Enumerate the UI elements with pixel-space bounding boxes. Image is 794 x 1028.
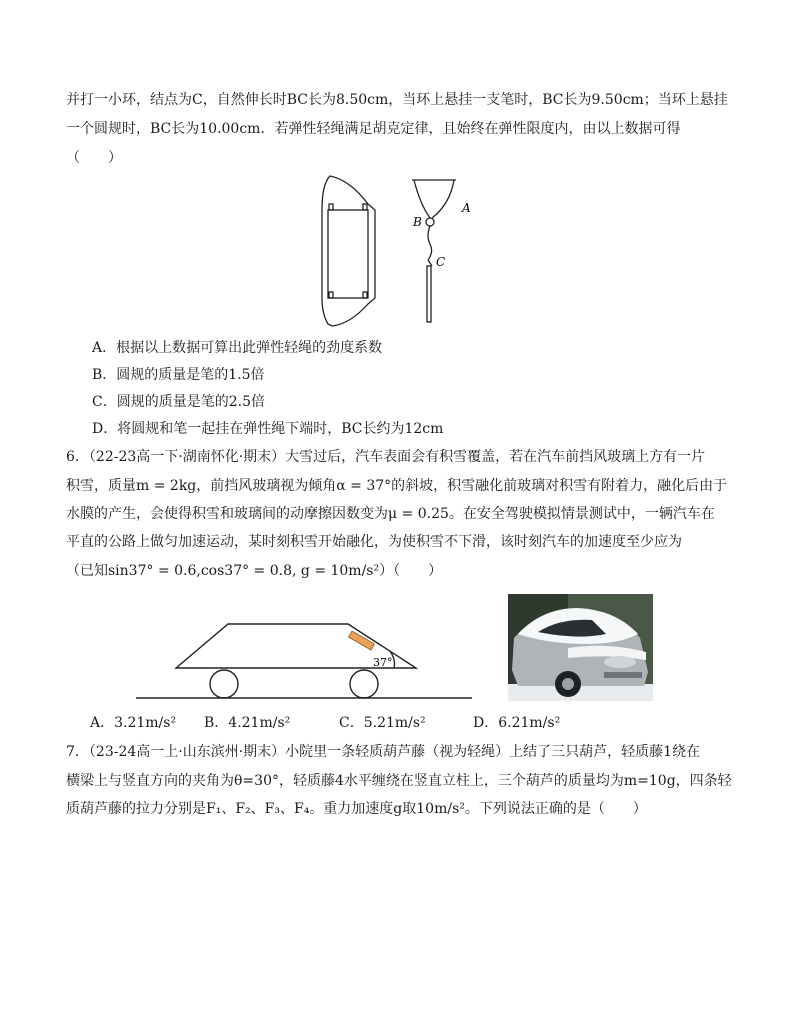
snowy-car-photo: [508, 594, 653, 701]
q5-option-c: C．圆规的质量是笔的2.5倍: [92, 394, 265, 410]
q6-option-a: A．3.21m/s²: [90, 715, 177, 731]
q5-figure: [320, 174, 480, 330]
q5-label-b: B: [413, 215, 422, 229]
q5-cord-drawing: [412, 180, 456, 322]
q6-car-diagram: [136, 620, 476, 702]
q5-label-c: C: [436, 255, 446, 269]
q5-option-d: D．将圆规和笔一起挂在弹性绳下端时，BC长约为12cm: [92, 421, 444, 437]
q6-stem-line-3: 水膜的产生，会使得积雪和玻璃间的动摩擦因数变为μ = 0.25。在安全驾驶模拟情景测试中，一辆汽车在: [66, 506, 715, 522]
q5-stem-line-3: （ ）: [66, 150, 122, 166]
q6-angle-label: 37°: [373, 656, 393, 669]
q5-label-a: A: [462, 201, 471, 215]
q5-stem-line-2: 一个圆规时，BC长为10.00cm．若弹性轻绳满足胡克定律，且始终在弹性限度内，由以上数据可得: [66, 121, 681, 137]
q6-option-c: C．5.21m/s²: [339, 715, 426, 731]
q6-stem-line-5: （已知sin37° = 0.6,cos37° = 0.8, g = 10m/s²）（ ）: [66, 563, 443, 579]
q6-stem-line-4: 平直的公路上做匀加速运动，某时刻积雪开始融化，为使积雪不下滑，该时刻汽车的加速度至少应为: [66, 534, 682, 550]
q7-stem-line-2: 横梁上与竖直方向的夹角为θ=30°，轻质藤4水平缠绕在竖直立柱上，三个葫芦的质量均为m=10g，四条轻: [66, 773, 732, 789]
q7-stem-line-3: 质葫芦藤的拉力分别是F₁、F₂、F₃、F₄。重力加速度g取10m/s²。下列说法正确的是（ ）: [66, 801, 647, 817]
q5-stem-line-1: 并打一小环，结点为C，自然伸长时BC长为8.50cm，当环上悬挂一支笔时，BC长为9.50cm；当环上悬挂: [66, 92, 728, 108]
q6-option-d: D．6.21m/s²: [473, 715, 561, 731]
q7-stem-line-1: 7．（23-24高一上·山东滨州·期末）小院里一条轻质葫芦藤（视为轻绳）上结了三只葫芦，轻质藤1绕在: [66, 744, 701, 760]
q5-board-drawing: [322, 176, 375, 326]
q6-option-b: B．4.21m/s²: [204, 715, 291, 731]
q5-option-b: B．圆规的质量是笔的1.5倍: [92, 367, 265, 383]
q6-stem-line-2: 积雪，质量m = 2kg，前挡风玻璃视为倾角α = 37°的斜坡，积雪融化前玻璃对积雪有附着力，融化后由于: [66, 478, 728, 494]
snow-block: [349, 631, 375, 650]
car-wheel-left: [210, 670, 238, 698]
q5-option-a: A．根据以上数据可算出此弹性轻绳的劲度系数: [92, 340, 383, 356]
car-wheel-right: [350, 670, 378, 698]
q6-stem-line-1: 6．（22-23高一下·湖南怀化·期末）大雪过后，汽车表面会有积雪覆盖，若在汽车前挡风玻璃上方有一片: [66, 449, 706, 465]
